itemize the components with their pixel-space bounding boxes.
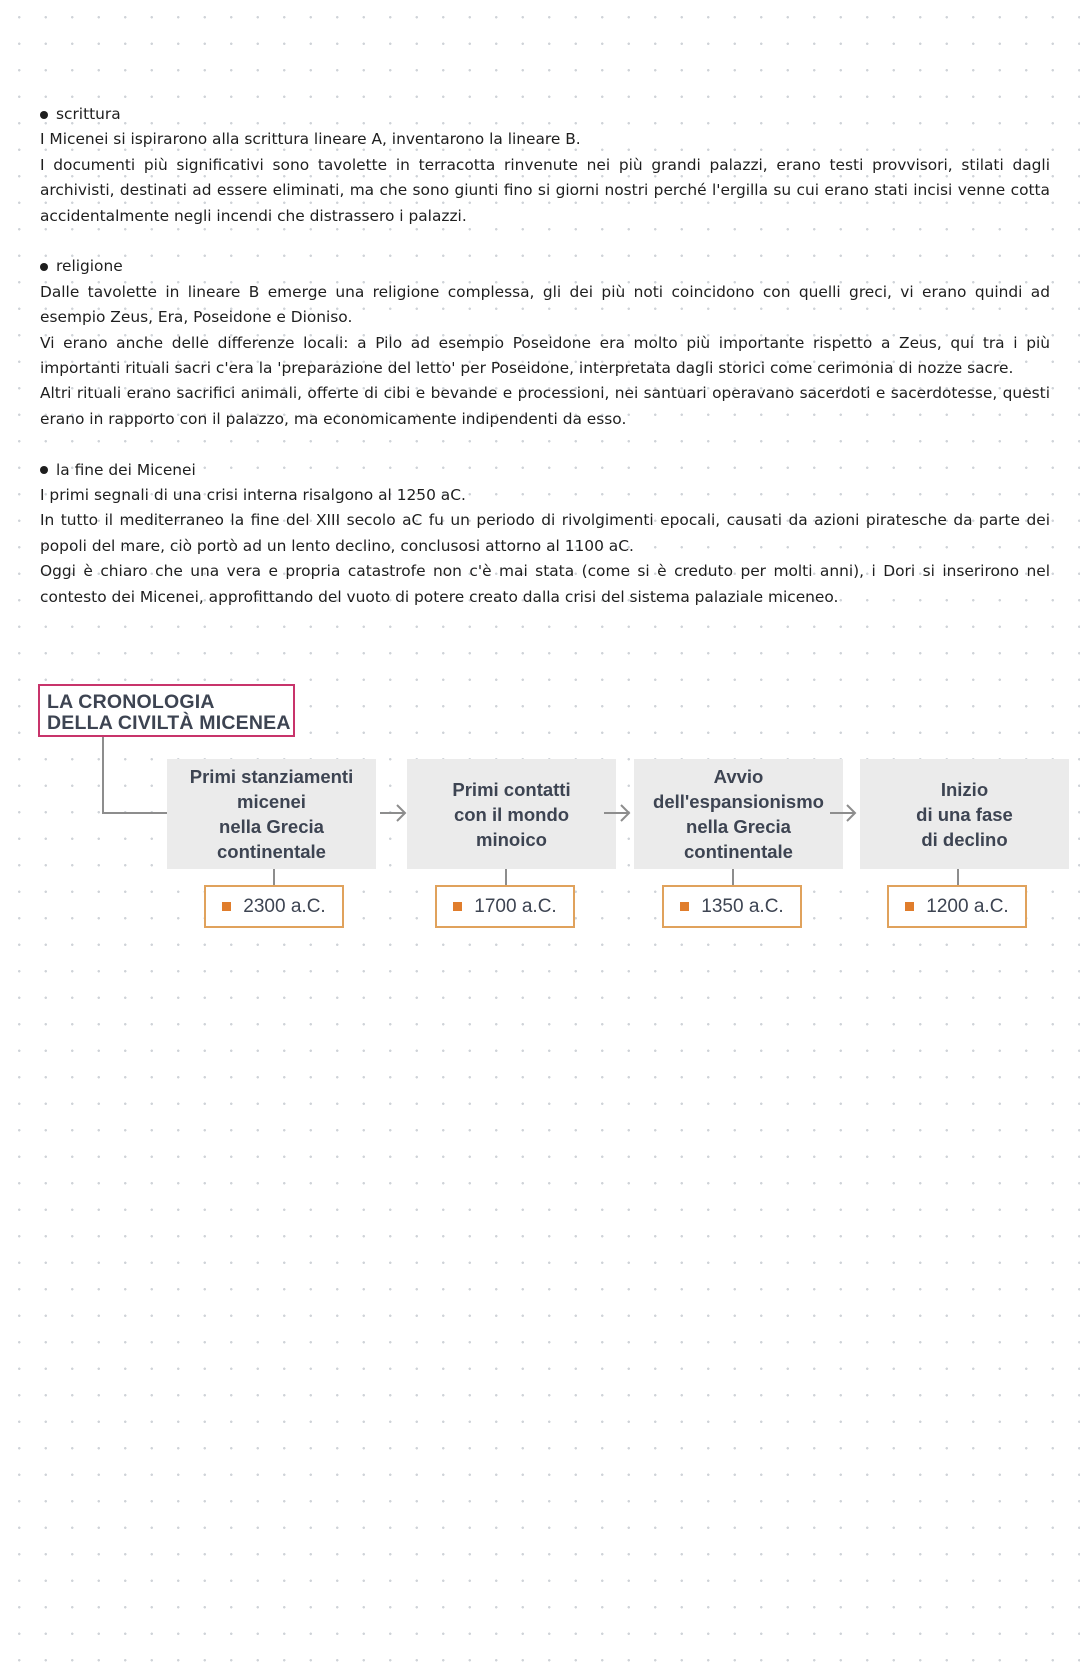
date-label: 1700 a.C. — [474, 895, 557, 917]
bullet-icon — [40, 466, 48, 474]
paragraph: Vi erano anche delle differenze locali: a Pilo ad esempio Poseidone era molto più importante rispetto a Zeus, qui tra i più importanti rituali sacri c'era la 'preparazione del letto' per Poseidone, interpretata dagli storici come cerimonia di nozze sacre. — [40, 333, 1050, 378]
timeline-tick — [957, 869, 959, 886]
date-box — [435, 885, 575, 928]
section-heading-text: la fine dei Micenei — [56, 460, 196, 479]
timeline-connector — [102, 737, 104, 814]
section-fine-micenei — [40, 458, 1050, 610]
date-marker-icon — [453, 902, 462, 911]
section-heading — [40, 458, 1050, 483]
timeline-tick — [732, 869, 734, 886]
paragraph: Altri rituali erano sacrifici animali, offerte di cibi e bevande e processioni, nei santuari operavano sacerdoti e sacerdotesse, questi erano in rapporto con il palazzo, ma economicamente indipendenti da esso. — [40, 384, 1050, 428]
date-marker-icon — [222, 902, 231, 911]
timeline-title-line1: LA CRONOLOGIA — [47, 691, 215, 713]
stage-label: Primi contatti con il mondo minoico — [452, 778, 571, 850]
timeline-stage — [860, 759, 1069, 869]
timeline-stage — [167, 759, 376, 869]
section-heading-text: religione — [56, 257, 123, 276]
arrow-right-icon — [826, 799, 860, 827]
date-box — [887, 885, 1027, 928]
timeline-tick — [273, 869, 275, 886]
date-box — [204, 885, 344, 928]
date-marker-icon — [680, 902, 689, 911]
date-label: 1200 a.C. — [926, 895, 1009, 917]
date-marker-icon — [905, 902, 914, 911]
timeline-connector — [102, 812, 158, 814]
paragraph: Oggi è chiaro che una vera e propria catastrofe non c'è mai stata (come si è creduto per molti anni), i Dori si inserirono nel contesto dei Micenei, approfittando del vuoto di potere creato dalla crisi del sistema palaziale miceneo. — [40, 562, 1050, 606]
section-heading — [40, 254, 1050, 279]
date-label: 2300 a.C. — [243, 895, 326, 917]
stage-label: Avvio dell'espansionismo nella Grecia continentale — [653, 766, 824, 862]
paragraph: I primi segnali di una crisi interna risalgono al 1250 aC. — [40, 486, 466, 505]
timeline-title-line2: DELLA CIVILTÀ MICENEA — [47, 712, 291, 734]
timeline-stage — [407, 759, 616, 869]
arrow-right-icon — [600, 799, 634, 827]
paragraph: In tutto il mediterraneo la fine del XIII secolo aC fu un periodo di rivolgimenti epocali, causati da azioni piratesche da parte dei popoli del mare, ciò portò ad un lento declino, conclusosi attorno al 1100 aC. — [40, 511, 1050, 555]
timeline-title — [38, 684, 295, 737]
timeline-tick — [505, 869, 507, 886]
date-box — [662, 885, 802, 928]
section-heading — [40, 102, 1050, 127]
stage-label: Primi stanziamenti micenei nella Grecia continentale — [189, 766, 354, 862]
section-scrittura — [40, 102, 1050, 229]
paragraph: I documenti più significativi sono tavolette in terracotta rinvenute nei più grandi palazzi, erano testi provvisori, stilati dagli archivisti, destinati ad essere eliminati, ma che sono giunti fino si giorni nostri perché l'ergilla su cui erano stati incisi venne cotta accidentalmente negli incendi che distrassero i palazzi. — [40, 155, 1050, 225]
timeline-stage — [634, 759, 843, 869]
section-heading-text: scrittura — [56, 105, 121, 123]
paragraph: I Micenei si ispirarono alla scrittura lineare A, inventarono la lineare B. — [40, 130, 581, 149]
arrow-right-icon — [376, 799, 410, 827]
arrow-right-icon — [149, 799, 183, 827]
stage-label: Inizio di una fase di declino — [916, 778, 1013, 850]
paragraph: Dalle tavolette in lineare B emerge una religione complessa, gli dei più noti coincidono con quelli greci, vi erano quindi ad esempio Zeus, Era, Poseidone e Dioniso. — [40, 282, 1050, 327]
bullet-icon — [40, 263, 48, 271]
notes-text — [40, 102, 1050, 635]
date-label: 1350 a.C. — [701, 895, 784, 917]
section-religione — [40, 254, 1050, 432]
bullet-icon — [40, 111, 48, 119]
